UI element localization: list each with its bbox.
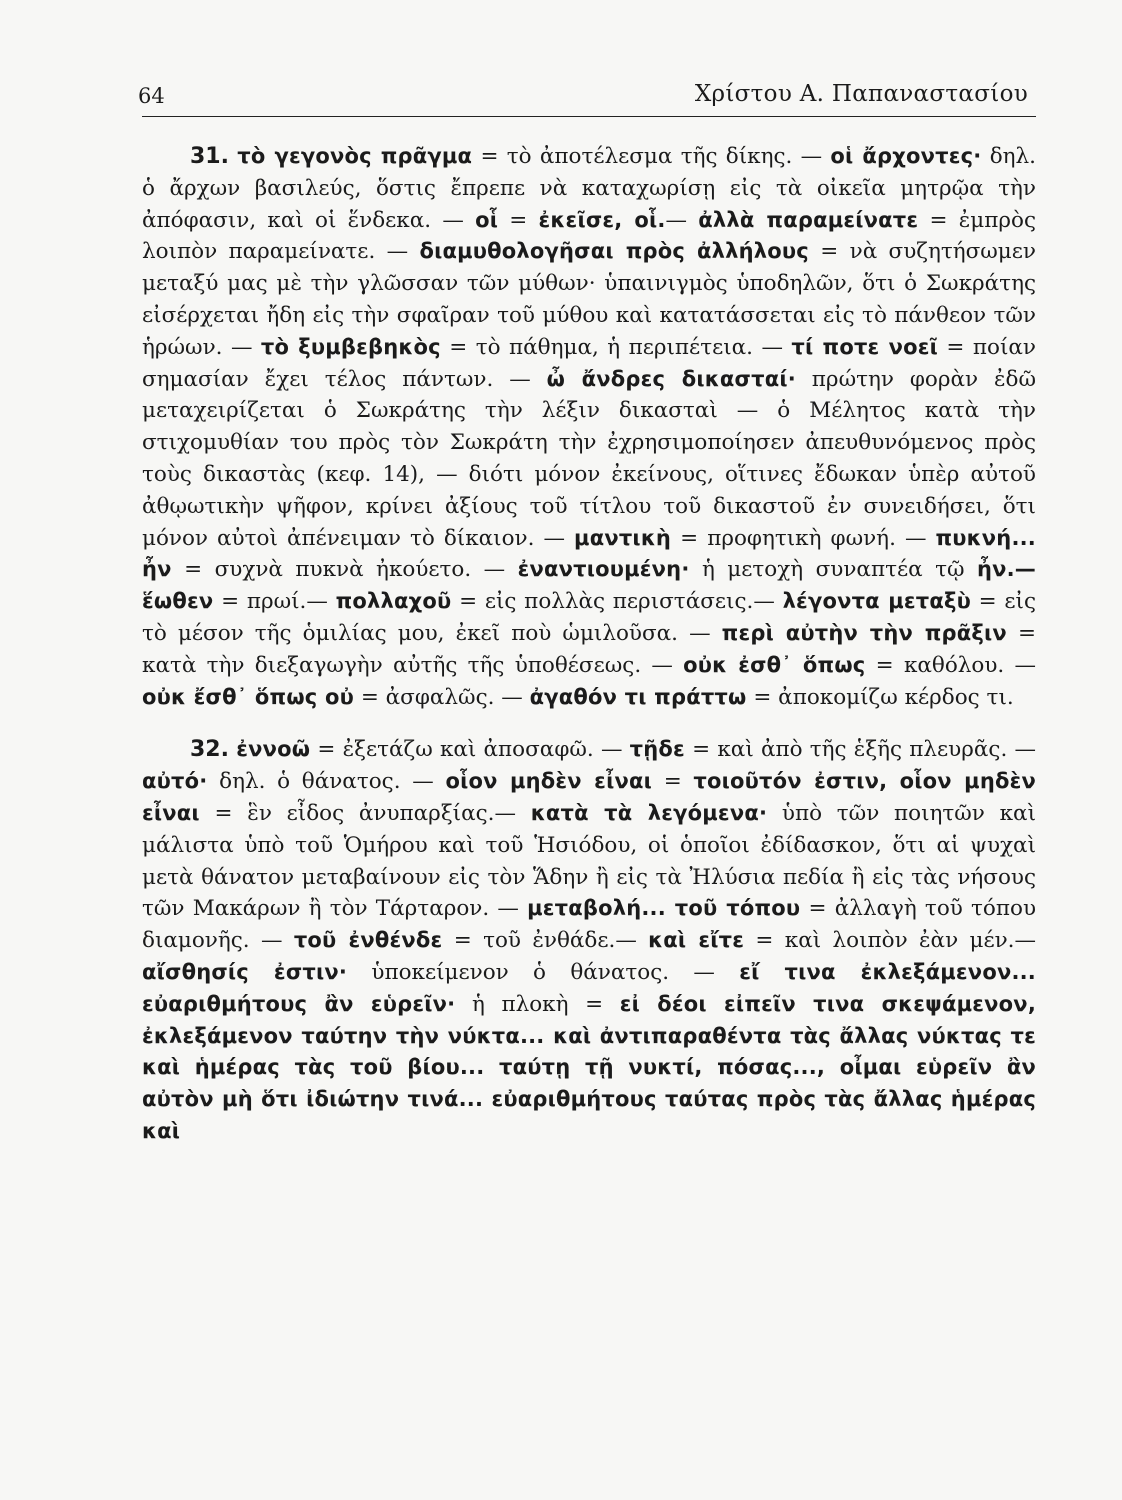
gloss-text: = xyxy=(651,769,694,795)
lemma-term: μεταβολή... τοῦ τόπου xyxy=(527,896,801,921)
gloss-text: = τὸ ἀποτέλεσμα τῆς δίκης. — xyxy=(472,144,831,169)
lemma-term: τὸ γεγονὸς πρᾶγμα xyxy=(237,144,473,168)
lemma-term: οὐκ ἔσθ᾽ ὅπως οὐ xyxy=(142,684,354,709)
lemma-term: τῇδε xyxy=(629,737,685,762)
lemma-term: πυκνή... ἦν xyxy=(142,525,1036,582)
lemma-term: οἱ ἄρχοντες· xyxy=(830,144,982,168)
gloss-text: = ἐξετάζω καὶ ἀποσαφῶ. — xyxy=(310,737,630,763)
lemma-term: ἦν.—ἕωθεν xyxy=(142,557,1036,614)
lemma-term: πολλαχοῦ xyxy=(335,589,452,614)
gloss-text: = εἰς πολλὰς περιστάσεις.— xyxy=(451,589,783,615)
gloss-text: = καὶ λοιπὸν ἐὰν μέν.— xyxy=(744,928,1036,954)
lemma-term: οἷ xyxy=(475,207,499,232)
gloss-text: = ἐμπρὸς λοιπὸν παραμείνατε. — xyxy=(142,207,1036,265)
gloss-text: = ἓν εἶδος ἀνυπαρξίας.— xyxy=(199,800,531,826)
gloss-text: = πρωί.— xyxy=(213,589,336,615)
lemma-term: ἀλλὰ παραμείνατε xyxy=(698,207,919,232)
lemma-term: αὐτό· xyxy=(142,769,208,794)
lemma-term: εἰ δέοι εἰπεῖν τινα σκεψάμενον, ἐκλεξάμενον ταύτην τὴν νύκτα... καὶ ἀντιπαραθέντα τὰς ἄλλας νύκτας τε καὶ ἡμέρας τὰς τοῦ βίου... ταύτῃ τῇ νυκτί, πόσας..., οἶμαι εὑρεῖν ἂν αὐτὸν μὴ ὅτι ἰδιώτην τινά... εὐαριθμήτους ταύτας πρὸς τὰς ἄλλας ἡμέρας καὶ xyxy=(142,991,1036,1143)
gloss-text: = προφητικὴ φωνή. — xyxy=(671,525,936,551)
lemma-term: ἐννοῶ xyxy=(236,737,311,762)
lemma-term: ἐναντιουμένη· xyxy=(517,557,690,582)
commentary-section-31 xyxy=(142,141,1036,713)
gloss-text: = τὸ πάθημα, ἡ περιπέτεια. — xyxy=(440,334,792,360)
lemma-term: οὐκ ἐσθ᾽ ὅπως xyxy=(683,652,866,677)
lemma-term: ἐκεῖσε, οἷ. xyxy=(538,207,666,232)
lemma-term: μαντικὴ xyxy=(574,525,672,550)
section-number: 32. xyxy=(190,737,229,763)
commentary-section-32 xyxy=(142,734,1036,1147)
gloss-text: = καὶ ἀπὸ τῆς ἑξῆς πλευρᾶς. — xyxy=(684,737,1036,763)
gloss-text: = καθόλου. — xyxy=(865,652,1037,678)
lemma-term: τὸ ξυμβεβηκὸς xyxy=(260,334,441,359)
lemma-term: οἷον μηδὲν εἶναι xyxy=(445,769,652,794)
section-body xyxy=(142,737,1036,1144)
lemma-term: αἴσθησίς ἐστιν· xyxy=(142,959,348,984)
gloss-text: ἡ πλοκὴ = xyxy=(455,991,620,1017)
book-page xyxy=(138,70,1037,1148)
gloss-text: ὑποκείμενον ὁ θάνατος. — xyxy=(347,959,740,985)
gloss-text: = ἀποκομίζω κέρδος τι. xyxy=(746,684,1014,710)
lemma-term: ὦ ἄνδρες δικασταί· xyxy=(546,366,796,391)
gloss-text: = τοῦ ἐνθάδε.— xyxy=(442,928,649,954)
lemma-term: περὶ αὐτὴν τὴν πρᾶξιν xyxy=(721,620,1007,645)
gloss-text: πρώτην φορὰν ἐδῶ μεταχειρίζεται ὁ Σωκράτης τὴν λέξιν δικασταὶ — ὁ Μέλητος κατὰ τὴν στιχομυθίαν του πρὸς τὸν Σωκράτη τὴν ἐχρησιμοποίησεν ἀπευθυνόμενος πρὸς τοὺς δικαστὰς (κεφ. 14), — διότι μόνον ἐκείνους, οἵτινες ἔδωκαν ὑπὲρ αὐτοῦ ἀθῳωτικὴν ψῆφον, κρίνει ἀξίους τοῦ τίτλου τοῦ δικαστοῦ ἐν συνειδήσει, ὅτι μόνον αὐτοὶ ἀπένειμαν τὸ δίκαιον. — xyxy=(142,366,1037,551)
gloss-text: = xyxy=(498,207,539,233)
lemma-term: τοῦ ἐνθένδε xyxy=(293,928,443,953)
gloss-text: = συχνὰ πυκνὰ ἠκούετο. — xyxy=(171,557,518,583)
lemma-term: τοιοῦτόν ἐστιν, οἷον μηδὲν εἶναι xyxy=(142,769,1037,825)
lemma-term: λέγοντα μεταξὺ xyxy=(782,589,971,614)
gloss-text: = ἀσφαλῶς. — xyxy=(353,684,530,710)
gloss-text: = ἀλλαγὴ τοῦ τόπου διαμονῆς. — xyxy=(142,896,1037,954)
page-number: 64 xyxy=(138,84,165,108)
lemma-term: ἀγαθόν τι πράττω xyxy=(529,684,747,709)
gloss-text: δηλ. ὁ ἄρχων βασιλεύς, ὅστις ἔπρεπε νὰ καταχωρίσῃ εἰς τὰ οἰκεῖα μητρῷα τὴν ἀπόφασιν, καὶ οἱ ἕνδεκα. — xyxy=(142,144,1037,233)
section-body xyxy=(142,144,1036,710)
gloss-text: = νὰ συζητήσωμεν μεταξύ μας μὲ τὴν γλῶσσαν τῶν μύθων· ὑπαινιγμὸς ὑποδηλῶν, ὅτι ὁ Σωκράτης εἰσέρχεται ἤδη εἰς τὴν σφαῖραν τοῦ μύθου καὶ κατατάσσεται εἰς τὸ πάνθεον τῶν ἡρώων. — xyxy=(142,239,1036,360)
gloss-text: ἡ μετοχὴ συναπτέα τῷ xyxy=(689,557,977,583)
page-header xyxy=(138,70,1036,117)
gloss-text: = ποίαν σημασίαν ἔχει τέλος πάντων. — xyxy=(142,334,1036,392)
lemma-term: καὶ εἴτε xyxy=(648,928,745,953)
section-number: 31. xyxy=(190,144,229,169)
lemma-term: εἴ τινα ἐκλεξάμενον... εὐαριθμήτους ἂν εὑρεῖν· xyxy=(142,959,1036,1016)
lemma-term: τί ποτε νοεῖ xyxy=(791,334,938,359)
running-head: Χρίστου Α. Παπαναστασίου xyxy=(694,81,1028,107)
gloss-text: ὑπὸ τῶν ποιητῶν καὶ μάλιστα ὑπὸ τοῦ Ὁμήρου καὶ τοῦ Ἡσιόδου, οἱ ὁποῖοι ἐδίδασκον, ὅτι αἱ ψυχαὶ μετὰ θάνατον μεταβαίνουν εἰς τὸν Ἅδην ἢ εἰς τὰ Ἠλύσια πεδία ἢ εἰς τὰς νήσους τῶν Μακάρων ἢ τὸν Τάρταρον. — xyxy=(142,800,1037,922)
gloss-text: δηλ. ὁ θάνατος. — xyxy=(207,769,446,795)
lemma-term: διαμυθολογῆσαι πρὸς ἀλλήλους xyxy=(419,239,809,264)
gloss-text: — xyxy=(665,207,699,233)
lemma-term: κατὰ τὰ λεγόμενα· xyxy=(530,800,768,825)
gloss-text: = εἰς τὸ μέσον τῆς ὁμιλίας μου, ἐκεῖ ποὺ ὡμιλοῦσα. — xyxy=(142,589,1037,646)
gloss-text: = κατὰ τὴν διεξαγωγὴν αὐτῆς τῆς ὑποθέσεως. — xyxy=(142,620,1036,678)
